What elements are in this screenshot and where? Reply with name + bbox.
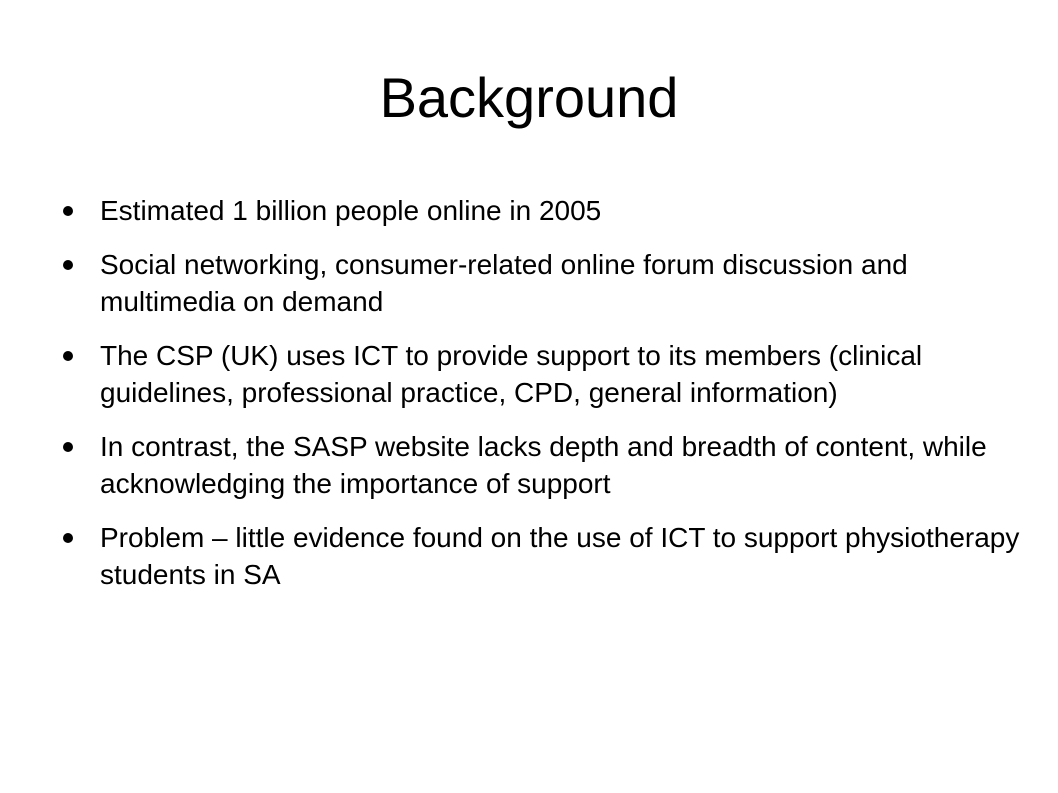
bullet-item (60, 246, 1020, 320)
bullet-text: In contrast, the SASP website lacks depth and breadth of content, while acknowledging the importance of support (100, 431, 987, 499)
slide-title: Background (379, 66, 679, 129)
bullet-list (60, 192, 1020, 610)
bullet-icon (63, 206, 73, 216)
bullet-text: Social networking, consumer-related online forum discussion and multimedia on demand (100, 249, 908, 317)
bullet-text: Estimated 1 billion people online in 2005 (100, 195, 602, 226)
bullet-icon (63, 260, 73, 270)
bullet-text: The CSP (UK) uses ICT to provide support to its members (clinical guidelines, professional practice, CPD, general information) (100, 340, 923, 408)
bullet-item (60, 428, 1020, 502)
bullet-item (60, 519, 1020, 593)
bullet-item (60, 337, 1020, 411)
bullet-icon (63, 351, 73, 361)
bullet-text: Problem – little evidence found on the use of ICT to support physiotherapy students in SA (100, 522, 1020, 590)
bullet-item (60, 192, 1020, 229)
bullet-icon (63, 442, 73, 452)
bullet-icon (63, 533, 73, 543)
